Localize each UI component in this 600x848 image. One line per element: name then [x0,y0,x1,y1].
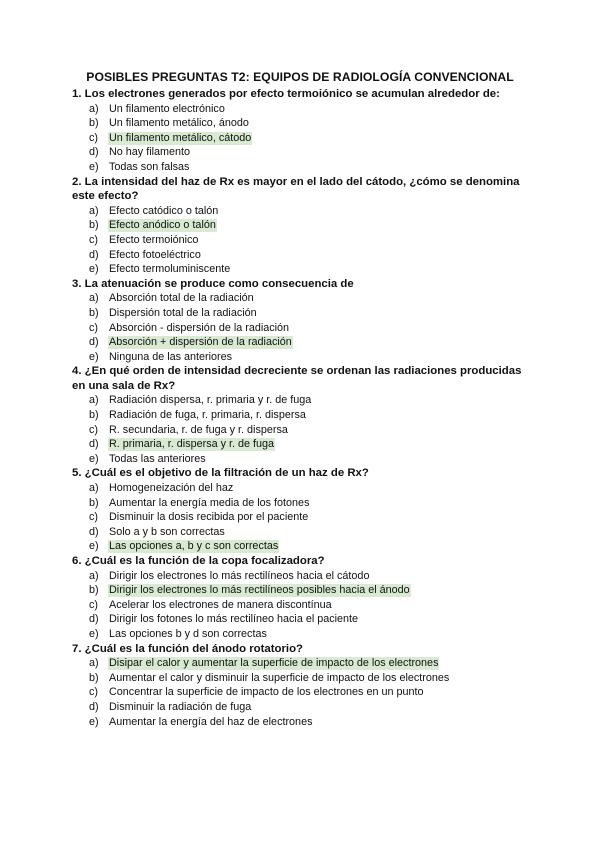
option-letter: c) [89,423,98,436]
option-text: Aumentar la energía media de los fotones [109,496,310,509]
option-correct [72,131,532,146]
option-letter: a) [89,569,99,582]
option-text-highlighted: R. primaria, r. dispersa y r. de fuga [109,438,275,451]
option-text-highlighted: Las opciones a, b y c son correctas [109,540,279,553]
option [72,145,532,160]
option [72,715,532,730]
option-text-highlighted: Dirigir los electrones lo más rectilíneos posibles hacia el ánodo [109,584,410,597]
option-letter: d) [89,700,99,713]
question-4 [72,364,532,466]
question-1 [72,87,532,175]
option [72,569,532,584]
option [72,350,532,365]
option-letter: c) [89,511,98,524]
option-list [72,291,532,364]
option-text: Absorción total de la radiación [109,292,254,305]
option-list [72,656,532,729]
option [72,262,532,277]
option-text: Absorción - dispersión de la radiación [109,321,290,334]
option [72,671,532,686]
option-letter: a) [89,292,99,305]
option [72,481,532,496]
question-text: 1. Los electrones generados por efecto termoiónico se acumulan alrededor de: [72,88,500,100]
option-text: Aumentar la energía del haz de electrones [109,715,313,728]
option-letter: a) [89,482,99,495]
option-correct [72,218,532,233]
option [72,612,532,627]
option-text: Disminuir la dosis recibida por el paciente [109,511,309,524]
question-5 [72,466,532,554]
option [72,321,532,336]
option-text: Dirigir los fotones lo más rectilíneo hacia el paciente [109,613,359,626]
option-letter: c) [89,686,98,699]
option-letter: d) [89,248,99,261]
option-letter: c) [89,321,98,334]
option [72,525,532,540]
option-letter: e) [89,452,99,465]
option-text: Radiación dispersa, r. primaria y r. de fuga [109,394,312,407]
option-letter: b) [89,671,99,684]
option-text-highlighted: Efecto anódico o talón [109,219,216,232]
option-letter: e) [89,715,99,728]
option-letter: c) [89,131,98,144]
option-text: Efecto termoiónico [109,233,199,246]
option [72,291,532,306]
option [72,233,532,248]
question-text: 7. ¿Cuál es la función del ánodo rotatorio? [72,642,303,655]
option-list [72,204,532,277]
option-letter: e) [89,263,99,276]
question-3 [72,277,532,365]
option [72,627,532,642]
option-letter: b) [89,219,99,232]
option-list [72,393,532,466]
option-text: Efecto catódico o talón [109,204,219,217]
option-text: Disminuir la radiación de fuga [109,700,252,713]
option-letter: d) [89,525,99,538]
document-title: POSIBLES PREGUNTAS T2: EQUIPOS DE RADIOLOGÍA CONVENCIONAL [86,70,514,84]
option [72,116,532,131]
option-letter: e) [89,350,99,363]
option-letter: b) [89,584,99,597]
question-text: 2. La intensidad del haz de Rx es mayor en el lado del cátodo, ¿cómo se denomina este efecto? [72,175,520,203]
option-letter: b) [89,117,99,130]
option-letter: d) [89,613,99,626]
option-letter: d) [89,336,99,349]
question-text: 3. La atenuación se produce como consecuencia de [72,277,354,290]
option-text: Un filamento electrónico [109,102,225,115]
question-text: 4. ¿En qué orden de intensidad decreciente se ordenan las radiaciones producidas en una sala de Rx? [72,365,522,392]
question-2 [72,175,532,277]
option-letter: e) [89,540,99,553]
option [72,510,532,525]
option [72,160,532,175]
option-correct [72,656,532,671]
option-text: Efecto termoluminiscente [109,263,231,276]
option-text: Homogeneización del haz [109,482,234,495]
option-text: Concentrar la superficie de impacto de los electrones en un punto [109,686,424,699]
option-letter: e) [89,160,99,173]
option-correct [72,437,532,452]
question-6 [72,554,532,642]
question-7 [72,642,532,730]
option-letter: a) [89,657,99,670]
option [72,248,532,263]
option-letter: b) [89,306,99,319]
option-text: Solo a y b son correctas [109,525,225,538]
option [72,685,532,700]
option-correct [72,335,532,350]
option-letter: c) [89,233,98,246]
option-text: Todas son falsas [109,160,190,173]
option-list [72,481,532,554]
question-text: 5. ¿Cuál es el objetivo de la filtración de un haz de Rx? [72,467,369,480]
option-letter: a) [89,204,99,217]
option [72,393,532,408]
option [72,306,532,321]
option [72,102,532,117]
option-correct [72,539,532,554]
option-letter: c) [89,598,98,611]
option-text: Efecto fotoeléctrico [109,248,201,261]
option-text: Dispersión total de la radiación [109,306,257,319]
option-correct [72,583,532,598]
option-list [72,569,532,642]
option-text: R. secundaria, r. de fuga y r. dispersa [109,423,288,436]
option-text: Todas las anteriores [109,452,206,465]
option-text: Aumentar el calor y disminuir la superficie de impacto de los electrones [109,671,450,684]
option-text-highlighted: Un filamento metálico, cátodo [109,131,252,144]
option-letter: d) [89,146,99,159]
option-letter: b) [89,496,99,509]
option-text: Radiación de fuga, r. primaria, r. dispersa [109,409,306,422]
option-letter: d) [89,438,99,451]
option [72,496,532,511]
option-text: Dirigir los electrones lo más rectilíneos hacia el cátodo [109,569,370,582]
option-text-highlighted: Disipar el calor y aumentar la superficie de impacto de los electrones [109,657,439,670]
option-letter: a) [89,394,99,407]
option [72,204,532,219]
question-list [72,87,532,729]
option-letter: a) [89,102,99,115]
option-text-highlighted: Absorción + dispersión de la radiación [109,336,292,349]
option-text: No hay filamento [109,146,191,159]
option-text: Las opciones b y d son correctas [109,627,267,640]
option-letter: b) [89,409,99,422]
option-text: Un filamento metálico, ánodo [109,117,249,130]
question-text: 6. ¿Cuál es la función de la copa focalizadora? [72,555,325,567]
option-text: Ninguna de las anteriores [109,350,233,363]
option [72,408,532,423]
option [72,452,532,467]
option [72,700,532,715]
option-text: Acelerar los electrones de manera discontínua [109,598,332,611]
option [72,598,532,613]
option [72,423,532,438]
option-list [72,102,532,175]
option-letter: e) [89,627,99,640]
